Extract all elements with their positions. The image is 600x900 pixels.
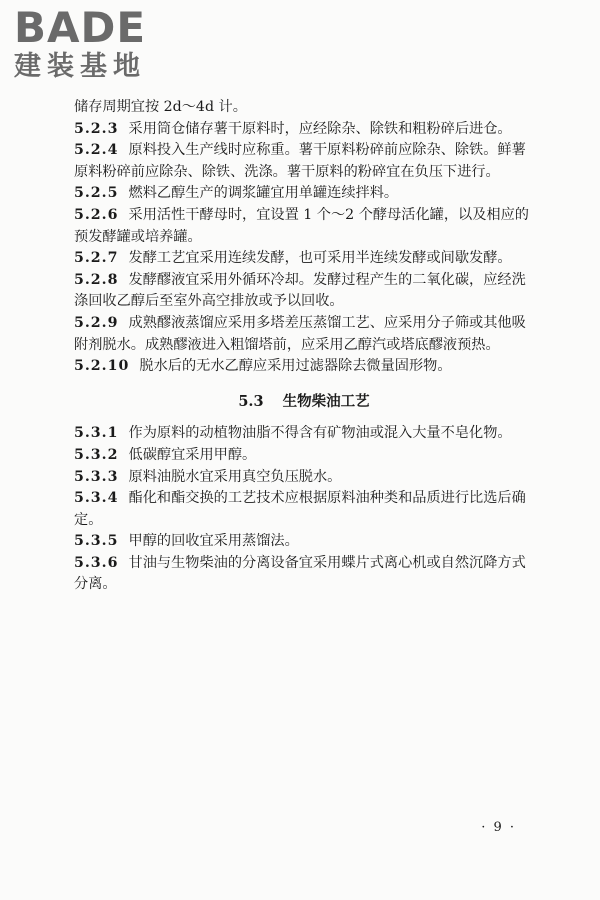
clause-text: 发酵醪液宜采用外循环冷却。发酵过程产生的二氧化碳，应经洗涤回收乙醇后至室外高空排放或予以回收。: [74, 271, 526, 310]
clause: [74, 313, 534, 356]
clause: [74, 248, 534, 270]
clause-text: 原料油脱水宜采用真空负压脱水。: [128, 468, 342, 485]
clause-text: 甲醇的回收宜采用蒸馏法。: [128, 533, 299, 550]
clause-text: 酯化和酯交换的工艺技术应根据原料油种类和品质进行比选后确定。: [74, 490, 526, 528]
clause-list-5-2: [74, 119, 534, 378]
clause: [74, 270, 534, 313]
clause: [74, 140, 534, 183]
clause-number: 5.2.10: [74, 358, 130, 375]
clause: [74, 183, 534, 205]
clause-text: 燃料乙醇生产的调浆罐宜用单罐连续拌料。: [128, 185, 399, 202]
clause-number: 5.3.2: [74, 446, 119, 463]
clause-number: 5.3.5: [74, 533, 119, 550]
document-body: [74, 97, 534, 596]
section-number: 5.3: [238, 392, 264, 410]
clause: [74, 119, 534, 141]
clause-number: 5.3.3: [74, 468, 119, 485]
clause-list-5-3: [74, 423, 534, 596]
clause: [74, 356, 534, 378]
clause-number: 5.2.6: [74, 206, 119, 223]
clause-text: 采用筒仓储存薯干原料时，应经除杂、除铁和粗粉碎后进仓。: [128, 120, 512, 137]
clause-number: 5.2.5: [74, 185, 119, 202]
clause-text: 原料投入生产线时应称重。薯干原料粉碎前应除杂、除铁。鲜薯原料粉碎前应除杂、除铁、洗涤。薯干原料的粉碎宜在负压下进行。: [74, 142, 526, 180]
clause-text: 采用活性干酵母时，宜设置 1 个～2 个酵母活化罐，以及相应的预发酵罐或培养罐。: [74, 206, 529, 245]
clause-text: 低碳醇宜采用甲醇。: [128, 446, 257, 463]
clause-text: 作为原料的动植物油脂不得含有矿物油或混入大量不皂化物。: [128, 425, 512, 442]
clause-text: 发酵工艺宜采用连续发酵，也可采用半连续发酵或间歇发酵。: [128, 250, 512, 267]
clause: [74, 205, 534, 248]
clause-number: 5.3.1: [74, 425, 119, 442]
clause-number: 5.2.7: [74, 250, 119, 267]
intro-line: 储存周期宜按 2d～4d 计。: [74, 99, 247, 115]
clause-text: 脱水后的无水乙醇应采用过滤器除去微量固形物。: [139, 358, 452, 375]
clause: [74, 488, 534, 531]
clause-number: 5.3.4: [74, 490, 119, 507]
logo: [14, 3, 184, 82]
clause: [74, 467, 534, 489]
clause: [74, 445, 534, 467]
clause-number: 5.2.3: [74, 120, 119, 137]
section-heading: [74, 391, 534, 413]
clause: [74, 553, 534, 596]
clause-number: 5.2.9: [74, 314, 119, 331]
clause-text: 成熟醪液蒸馏应采用多塔差压蒸馏工艺、应采用分子筛或其他吸附剂脱水。成熟醪液进入粗馏塔前，应采用乙醇汽或塔底醪液预热。: [74, 314, 526, 353]
clause-text: 甘油与生物柴油的分离设备宜采用蝶片式离心机或自然沉降方式分离。: [74, 554, 526, 593]
clause-number: 5.3.6: [74, 554, 119, 571]
section-title: 生物柴油工艺: [282, 392, 370, 410]
clause-number: 5.2.4: [74, 142, 119, 159]
logo-wordmark: BADE: [14, 3, 147, 52]
page-number: · 9 ·: [481, 820, 516, 835]
clause: [74, 531, 534, 553]
logo-chinese-name: 建装基地: [14, 51, 146, 82]
clause-number: 5.2.8: [74, 271, 119, 288]
clause: [74, 423, 534, 445]
